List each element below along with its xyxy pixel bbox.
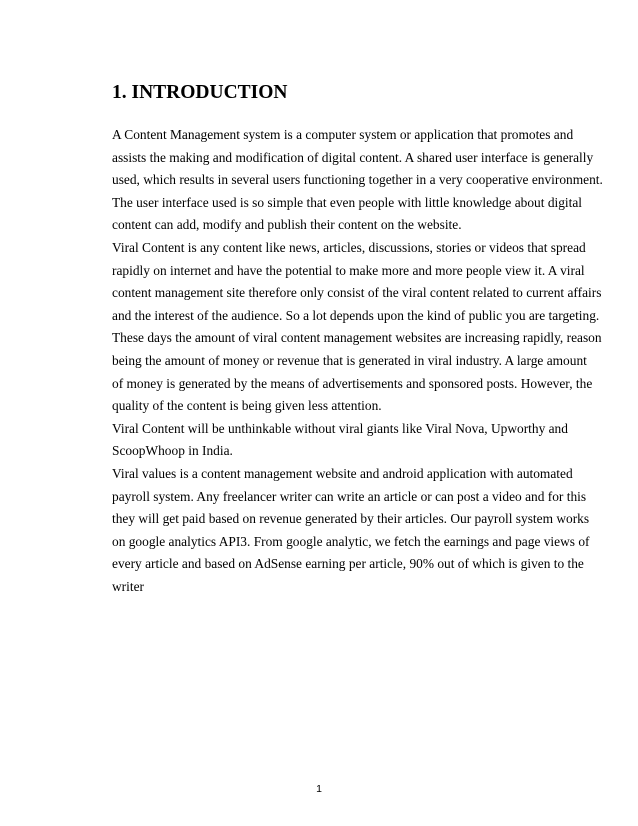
text-line: Viral values is a content management website and android application with automated [112,465,573,481]
text-line: on google analytics API3. From google analytic, we fetch the earnings and page views of [112,533,590,549]
text-line: of money is generated by the means of advertisements and sponsored posts. However, the [112,375,593,391]
text-line: assists the making and modification of digital content. A shared user interface is generally [112,149,594,165]
page-number: 1 [316,783,322,795]
text-line: writer [112,578,144,594]
text-line: payroll system. Any freelancer writer can write an article or can post a video and for this [112,488,587,504]
text-line: Viral Content is any content like news, articles, discussions, stories or videos that spread [112,239,586,255]
text-line: Viral Content will be unthinkable without viral giants like Viral Nova, Upworthy and [112,420,568,436]
text-line: quality of the content is being given less attention. [112,398,382,414]
introduction-body [112,124,603,598]
section-heading: 1. INTRODUCTION [112,82,288,103]
text-line: and the interest of the audience. So a lot depends upon the kind of public you are targeting. [112,307,600,323]
text-line: used, which results in several users functioning together in a very cooperative environment. [112,172,603,188]
text-line: they will get paid based on revenue generated by their articles. Our payroll system works [112,511,590,527]
text-line: ScoopWhoop in India. [112,443,233,459]
text-line: rapidly on internet and have the potential to make more and more people view it. A viral [112,262,585,278]
text-line: The user interface used is so simple that even people with little knowledge about digital [112,194,583,210]
text-line: content can add, modify and publish their content on the website. [112,217,462,233]
text-line: These days the amount of viral content management websites are increasing rapidly, reason [112,330,602,346]
text-line: content management site therefore only consist of the viral content related to current affairs [112,285,602,301]
text-line: A Content Management system is a computer system or application that promotes and [112,127,574,142]
text-line: being the amount of money or revenue that is generated in viral industry. A large amount [112,352,587,368]
text-line: every article and based on AdSense earning per article, 90% out of which is given to the [112,556,584,572]
